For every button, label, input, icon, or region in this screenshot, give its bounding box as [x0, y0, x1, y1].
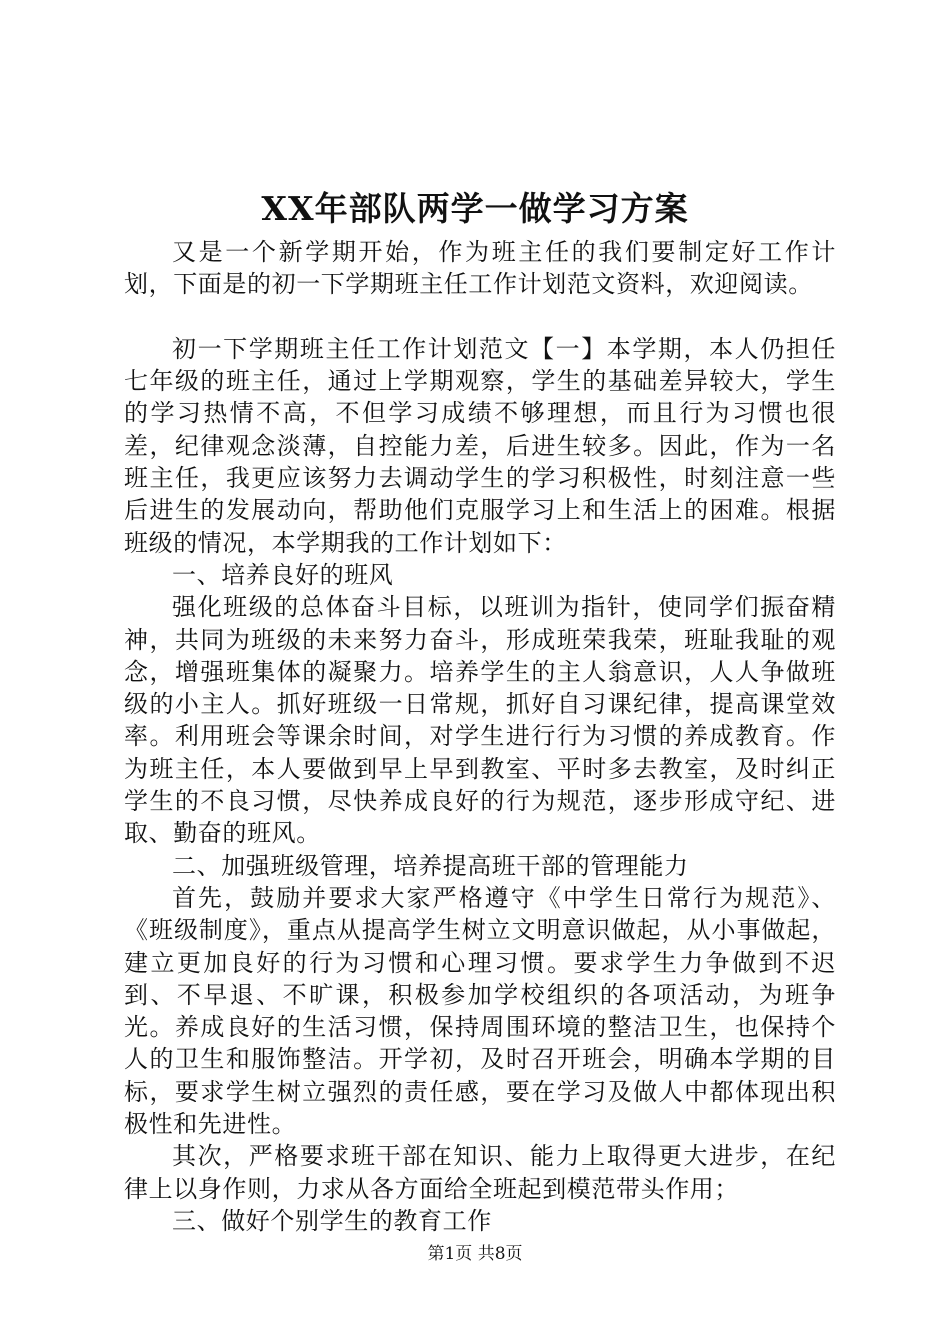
paragraph-blank [124, 301, 836, 333]
paragraph-section-2b: 其次，严格要求班干部在知识、能力上取得更大进步，在纪律上以身作则，力求从各方面给全班起到模范带头作用； [124, 1142, 836, 1203]
section-heading-1: 一、培养良好的班风 [172, 560, 394, 589]
paragraph-intro: 又是一个新学期开始，作为班主任的我们要制定好工作计划，下面是的初一下学期班主任工作计划范文资料，欢迎阅读。 [124, 238, 836, 299]
page-footer: 第1页 共8页 [427, 1244, 523, 1264]
paragraph-plan-one: 初一下学期班主任工作计划范文【一】本学期，本人仍担任七年级的班主任，通过上学期观察，学生的基础差异较大，学生的学习热情不高，不但学习成绩不够理想，而且行为习惯也很差，纪律观念淡薄，自控能力差，后进生较多。因此，作为一名班主任，我更应该努力去调动学生的学习积极性，时刻注意一些后进生的发展动向，帮助他们克服学习上和生活上的困难。根据班级的情况，本学期我的工作计划如下： [124, 334, 836, 557]
document-body [124, 236, 836, 1237]
section-heading-2: 二、加强班级管理，培养提高班干部的管理能力 [172, 851, 689, 880]
paragraph-section-2a: 首先，鼓励并要求大家严格遵守《中学生日常行为规范》、《班级制度》，重点从提高学生树立文明意识做起，从小事做起，建立更加良好的行为习惯和心理习惯。要求学生力争做到不迟到、不早退、不旷课，积极参加学校组织的各项活动，为班争光。养成良好的生活习惯，保持周围环境的整洁卫生，也保持个人的卫生和服饰整洁。开学初，及时召开班会，明确本学期的目标，要求学生树立强烈的责任感，要在学习及做人中都体现出积极性和先进性。 [124, 883, 836, 1139]
paragraph-section-1: 强化班级的总体奋斗目标，以班训为指针，使同学们振奋精神，共同为班级的未来努力奋斗，形成班荣我荣，班耻我耻的观念，增强班集体的凝聚力。培养学生的主人翁意识，人人争做班级的小主人。抓好班级一日常规，抓好自习课纪律，提高课堂效率。利用班会等课余时间，对学生进行行为习惯的养成教育。作为班主任，本人要做到早上早到教室、平时多去教室，及时纠正学生的不良习惯，尽快养成良好的行为规范，逐步形成守纪、进取、勤奋的班风。 [124, 593, 836, 848]
section-heading-3: 三、做好个别学生的教育工作 [172, 1206, 492, 1235]
document-title: XX年部队两学一做学习方案 [261, 189, 689, 228]
